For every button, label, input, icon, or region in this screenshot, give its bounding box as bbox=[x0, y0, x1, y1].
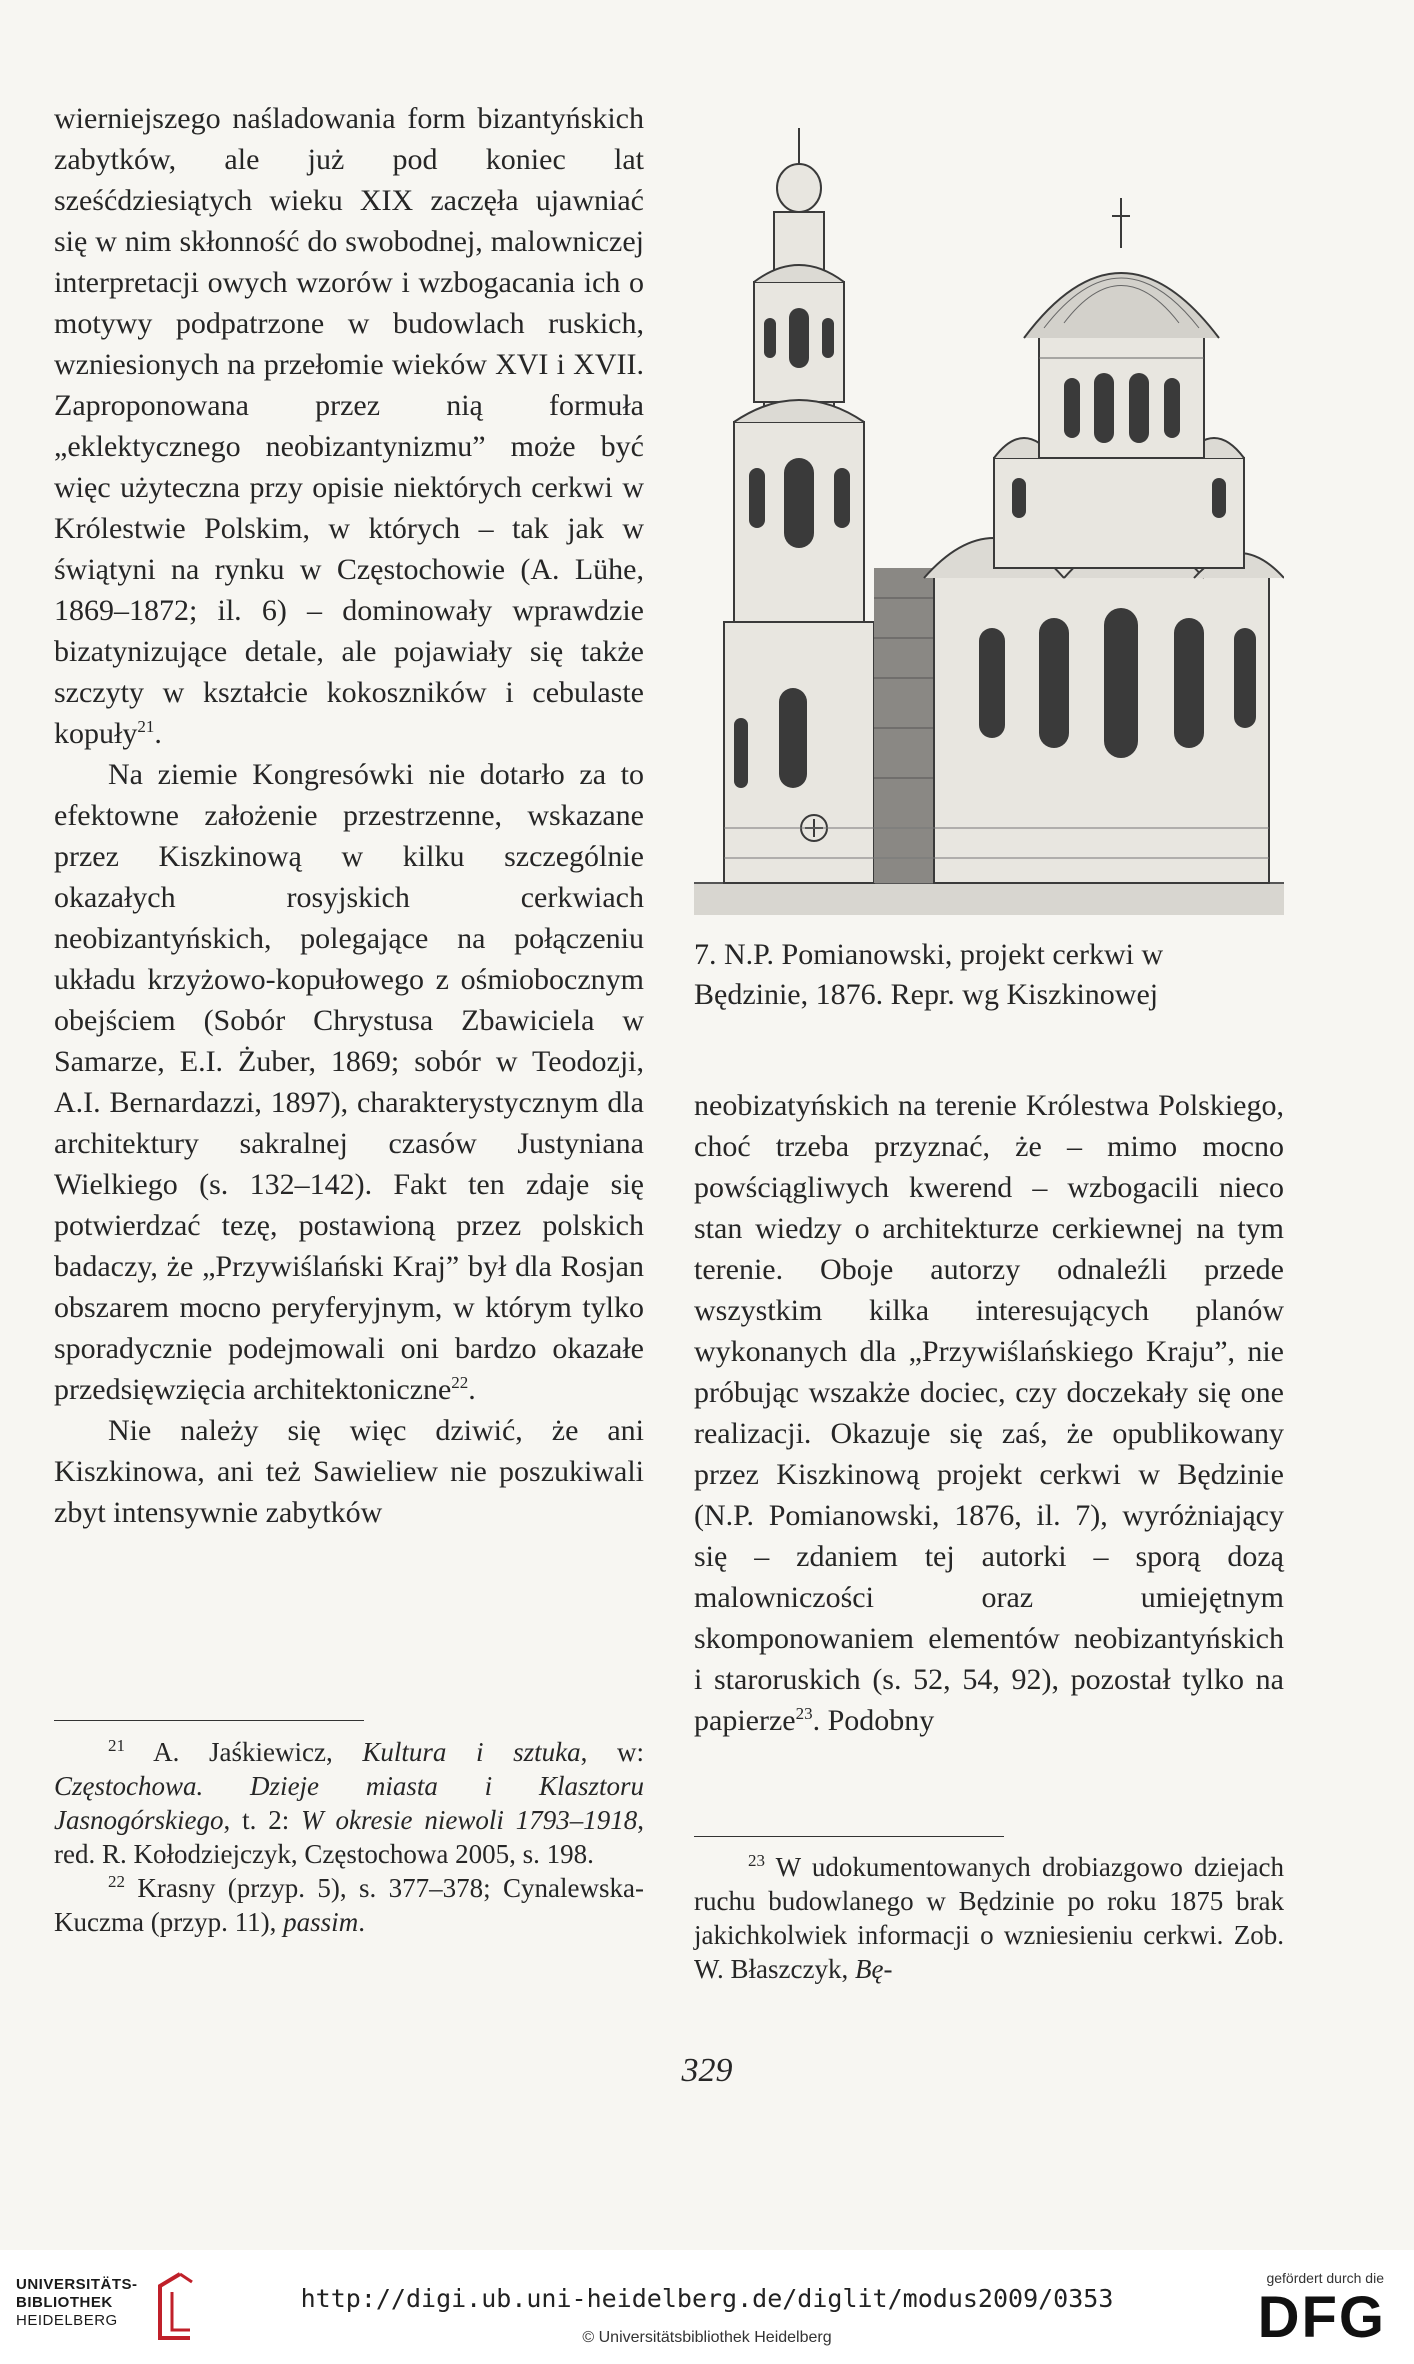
footnote-23: $^{23}$ W udokumentowanych drobiazgowo dziejach ruchu budowlanego w Będzinie po roku 1875 brak jakichkolwiek informacji o wzniesieniu cerkwi. Zob. W. Błaszczyk, Bę- bbox=[694, 1851, 1284, 1984]
figure-caption: 7. N.P. Pomianowski, projekt cerkwi w Będzinie, 1876. Repr. wg Kiszkinowej bbox=[694, 938, 1164, 1011]
paragraph: neobizatyńskich na terenie Królestwa Polskiego, choć trzeba przyznać, że – mimo mocno powściągliwych kwerend – wzbogacili nieco stan wiedzy o architekturze cerkiewnej na tym terenie. Oboje autorzy odnaleźli przede wszystkim kilka interesujących planów wykonanych dla „Przywiślańskiego Kraju”, nie próbując wszakże dociec, czy doczekały się one realizacji. Okazuje się zaś, że opublikowany przez Kiszkinową projekt cerkwi w Będzinie (N.P. Pomianowski, 1876, il. 7), wyróżniający się – zdaniem tej autorki – sporą dozą malowniczości oraz umiejętnym skomponowaniem elementów neobizantyńskich i staroruskich (s. 52, 54, 92), pozostał tylko na papierze$^{23}$. Podobny bbox=[694, 1089, 1284, 1737]
footnote-ref[interactable]: 23 bbox=[795, 1704, 813, 1723]
footnote-ref[interactable]: 22 bbox=[451, 1373, 469, 1392]
footnote-21: $^{21}$ A. Jaśkiewicz, Kultura i sztuka, w: Częstochowa. Dzieje miasta i Klasztoru Jasnogórskiego, t. 2: W okresie niewoli 1793–1918, red. R. Kołodziejczyk, Częstochowa 2005, s. 198. bbox=[54, 1736, 644, 1869]
copyright-notice: © Universitätsbibliothek Heidelberg bbox=[582, 2329, 832, 2346]
funded-by-label: gefördert durch die bbox=[1266, 2270, 1384, 2286]
left-footnotes bbox=[54, 1735, 644, 1939]
dfg-logo[interactable]: DFG bbox=[1257, 2285, 1386, 2350]
right-footnotes bbox=[694, 1850, 1284, 1986]
page-number: 329 bbox=[681, 2052, 733, 2089]
church-illustration bbox=[694, 128, 1284, 915]
left-column bbox=[54, 98, 644, 1533]
footnote-ref[interactable]: 21 bbox=[137, 717, 155, 736]
paragraph: wierniejszego naśladowania form bizantyńskich zabytków, ale już pod koniec lat sześćdziesiątych wieku XIX zaczęła ujawniać się w nim skłonność do swobodnej, malowniczej interpretacji owych wzorów i wzbogacania ich o motywy podpatrzone w budowlach ruskich, wzniesionych na przełomie wieków XVI i XVII. Zaproponowana przez nią formuła „eklektycznego neobizantynizmu” może być więc użyteczna przy opisie niektórych cerkwi w Królestwie Polskim, w których – tak jak w świątyni na rynku w Częstochowie (A. Lühe, 1869–1872; il. 6) – dominowały wprawdzie bizatynizujące detale, ale pojawiały się także szczyty w kształcie kokoszników i cebulaste kopuły$^{21}$. bbox=[54, 102, 644, 750]
footnote-22: $^{22}$ Krasny (przyp. 5), s. 377–378; Cynalewska-Kuczma (przyp. 11), passim. bbox=[54, 1872, 644, 1937]
footnote-separator bbox=[54, 1720, 364, 1721]
footer-bar bbox=[0, 2250, 1414, 2364]
paragraph: Nie należy się więc dziwić, że ani Kiszkinowa, ani też Sawieliew nie poszukiwali zbyt intensywnie zabytków bbox=[54, 1414, 644, 1529]
right-column bbox=[694, 1085, 1284, 1741]
permalink-url[interactable]: http://digi.ub.uni-heidelberg.de/diglit/modus2009/0353 bbox=[300, 2284, 1114, 2313]
library-name-line1: UNIVERSITÄTS- bbox=[16, 2276, 138, 2293]
library-name-line3: HEIDELBERG bbox=[16, 2312, 118, 2329]
paragraph: Na ziemie Kongresówki nie dotarło za to efektowne założenie przestrzenne, wskazane przez Kiszkinową w kilku szczególnie okazałych rosyjskich cerkwiach neobizantyńskich, polegające na połączeniu układu krzyżowo-kopułowego z ośmiobocznym obejściem (Sobór Chrystusa Zbawiciela w Samarze, E.I. Żuber, 1869; sobór w Teodozji, A.I. Bernardazzi, 1897), charakterystycznym dla architektury sakralnej czasów Justyniana Wielkiego (s. 132–142). Fakt ten zdaje się potwierdzać tezę, postawioną przez polskich badaczy, że „Przywiślański Kraj” był dla Rosjan obszarem mocno peryferyjnym, w którym tylko sporadycznie podejmowali oni bardzo okazałe przedsięwzięcia architektoniczne$^{22}$. bbox=[54, 758, 644, 1406]
footnote-separator bbox=[694, 1836, 1004, 1837]
library-name-line2: BIBLIOTHEK bbox=[16, 2294, 113, 2311]
